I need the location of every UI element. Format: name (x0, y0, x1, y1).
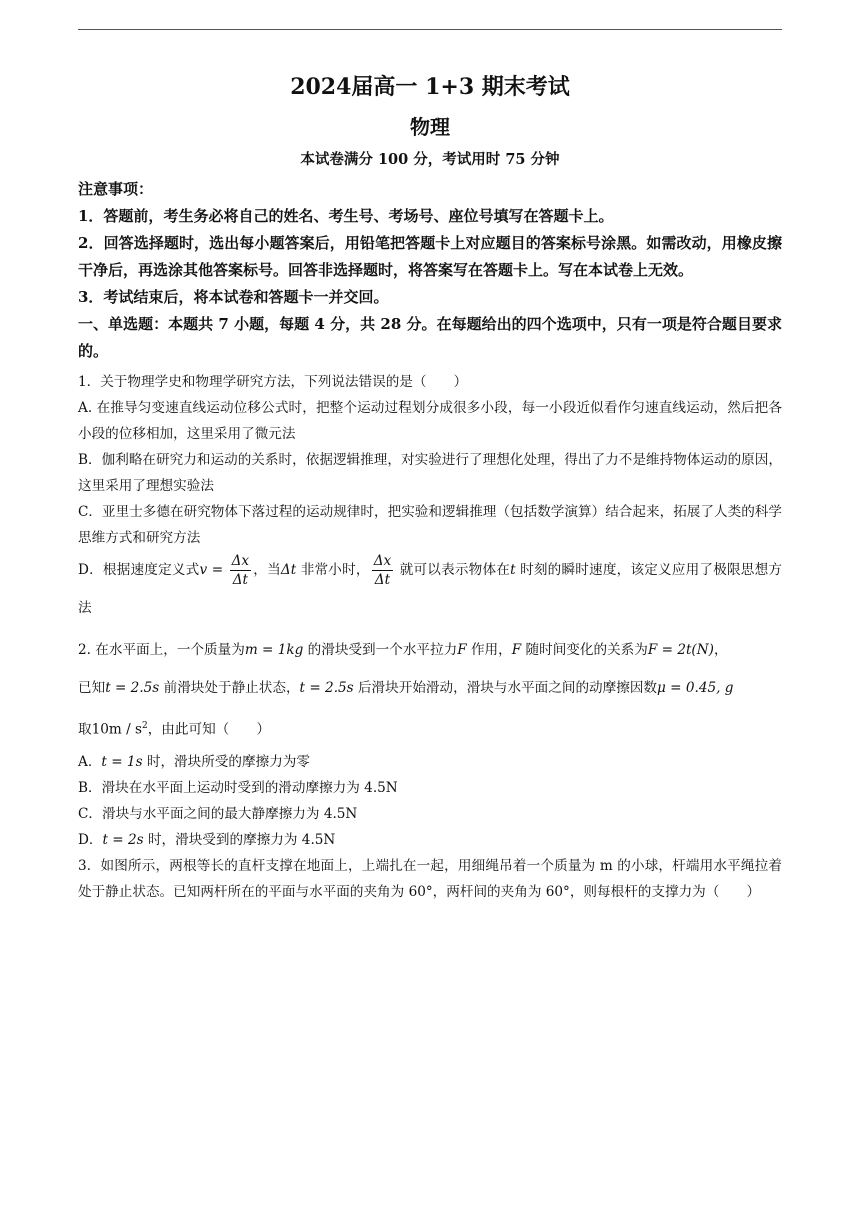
question-1-option-a: A. 在推导匀变速直线运动位移公式时，把整个运动过程划分成很多小段，每一小段近似看作匀速直线运动，然后把各小段的位移相加，这里采用了微元法 (78, 400, 782, 442)
question-2-option-a: A．t = 1s 时，滑块所受的摩擦力为零 (78, 753, 310, 770)
header-rule (78, 29, 782, 30)
question-1-option-b: B．伽利略在研究力和运动的关系时，依据逻辑推理，对实验进行了理想化处理，得出了力不是维持物体运动的原因，这里采用了理想实验法 (78, 452, 782, 494)
exam-meta: 本试卷满分 100 分，考试用时 75 分钟 (300, 151, 560, 168)
question-2-option-b: B．滑块在水平面上运动时受到的滑动摩擦力为 4.5N (78, 779, 398, 796)
question-2-option-d: D．t = 2s 时，滑块受到的摩擦力为 4.5N (78, 831, 336, 848)
question-2-line-1: 2. 在水平面上，一个质量为m = 1kg 的滑块受到一个水平拉力F 作用，F 随时间变化的关系为F = 2t(N)， (78, 642, 728, 658)
exam-subject: 物理 (410, 115, 450, 139)
question-3-stem: 3．如图所示，两根等长的直杆支撑在地面上，上端扎在一起，用细绳吊着一个质量为 m 的小球，杆端用水平绳拉着处于静止状态。已知两杆所在的平面与水平面的夹角为 60°，两杆间的夹角为 60°，则每根杆的支撑力为（ ） (78, 857, 782, 900)
question-2-line-3: 取$10m / s^2$，由此可知（ ） (78, 721, 271, 738)
question-1-option-c: C．亚里士多德在研究物体下落过程的运动规律时，把实验和逻辑推理（包括数学演算）结合起来，拓展了人类的科学思维方式和研究方法 (78, 504, 782, 546)
notice-heading: 注意事项： (78, 180, 154, 198)
question-2-option-c: C．滑块与水平面之间的最大静摩擦力为 4.5N (78, 805, 358, 822)
question-1-option-d: D．根据速度定义式v = $\frac{\Delta x}{\Delta t}$ ，当Δt 非常小时， $\frac{\Delta x}{\Delta t}$ 就可以表示物体在t 时刻的瞬时速度，该定义应用了极限思想方法 (78, 553, 782, 616)
notice-item: 1．答题前，考生务必将自己的姓名、考生号、考场号、座位号填写在答题卡上。 (78, 207, 614, 225)
notice-item: 2．回答选择题时，选出每小题答案后，用铅笔把答题卡上对应题目的答案标号涂黑。如需改动，用橡皮擦干净后，再选涂其他答案标号。回答非选择题时，将答案写在答题卡上。写在本试卷上无效。 (78, 234, 782, 279)
section-heading: 一、单选题：本题共 7 小题，每题 4 分，共 28 分。在每题给出的四个选项中，只有一项是符合题目要求的。 (78, 315, 782, 360)
fraction-dx-dt: $\frac{\Delta x}{\Delta t}$ (231, 553, 250, 588)
question-1-stem: 1．关于物理学史和物理学研究方法，下列说法错误的是（ ） (78, 374, 468, 390)
exam-page (78, 70, 782, 905)
question-2-line-2: 已知t = 2.5s 前滑块处于静止状态，t = 2.5s 后滑块开始滑动，滑块与水平面之间的动摩擦因数μ = 0.45, g (78, 680, 734, 696)
notice-item: 3．考试结束后，将本试卷和答题卡一并交回。 (78, 288, 389, 306)
fraction-dx-dt: $\frac{\Delta x}{\Delta t}$ (373, 553, 392, 588)
exam-title: 2024届高一 1+3 期末考试 (290, 74, 570, 100)
